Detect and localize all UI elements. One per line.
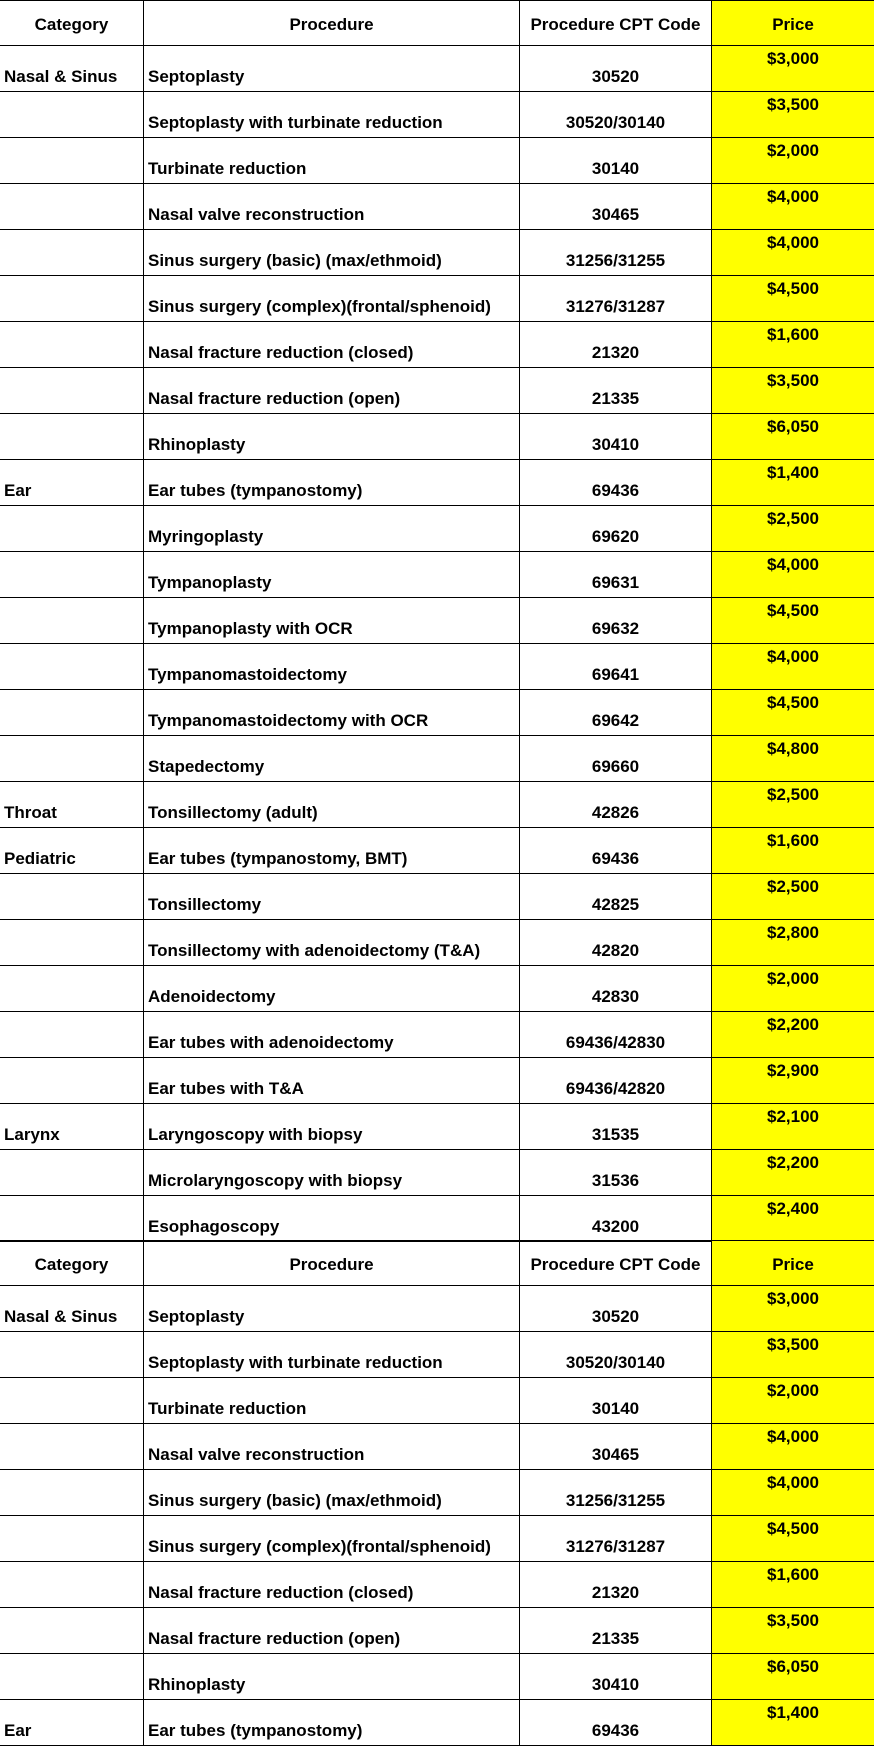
category-cell: Nasal & Sinus: [4, 67, 118, 86]
header-row: [0, 0, 874, 46]
category-cell: [0, 506, 143, 551]
header-procedure: Procedure: [143, 1241, 519, 1285]
price-cell: $1,600: [711, 828, 874, 873]
procedure-cell: Laryngoscopy with biopsy: [143, 1104, 519, 1149]
category-cell: [0, 1608, 143, 1653]
procedure-cell: Tonsillectomy: [143, 874, 519, 919]
cpt-code-cell: 31256/31255: [519, 1470, 711, 1515]
table-row: [0, 1516, 874, 1562]
table-row: [0, 92, 874, 138]
procedure-cell: Sinus surgery (complex)(frontal/sphenoid): [143, 276, 519, 321]
procedure-cell: Microlaryngoscopy with biopsy: [143, 1150, 519, 1195]
category-cell: [0, 92, 143, 137]
procedure-cell: Ear tubes (tympanostomy): [143, 1700, 519, 1745]
cpt-code-cell: 69642: [519, 690, 711, 735]
category-cell: [0, 322, 143, 367]
cpt-code-cell: 30410: [519, 1654, 711, 1699]
table-row: [0, 552, 874, 598]
table-row: [0, 1012, 874, 1058]
table-row: [0, 920, 874, 966]
table-row: [0, 828, 874, 874]
price-cell: $2,200: [711, 1150, 874, 1195]
price-cell: $2,800: [711, 920, 874, 965]
category-cell: [0, 1654, 143, 1699]
procedure-cell: Sinus surgery (basic) (max/ethmoid): [143, 1470, 519, 1515]
price-cell: $2,100: [711, 1104, 874, 1149]
price-cell: $4,500: [711, 1516, 874, 1561]
price-cell: $2,900: [711, 1058, 874, 1103]
table-row: [0, 184, 874, 230]
header-category: Category: [34, 1255, 109, 1274]
table-row: [0, 736, 874, 782]
table-row: [0, 966, 874, 1012]
table-row: [0, 1286, 874, 1332]
category-cell: [0, 276, 143, 321]
price-cell: $3,000: [711, 46, 874, 91]
cpt-code-cell: 42830: [519, 966, 711, 1011]
category-cell: [0, 230, 143, 275]
cpt-code-cell: 69436: [519, 460, 711, 505]
header-price: Price: [711, 1241, 874, 1285]
category-cell: Ear: [4, 1721, 32, 1740]
price-cell: $2,500: [711, 506, 874, 551]
cpt-code-cell: 21335: [519, 1608, 711, 1653]
category-cell: Ear: [4, 481, 32, 500]
cpt-code-cell: 31535: [519, 1104, 711, 1149]
cpt-code-cell: 30520: [519, 46, 711, 91]
category-cell: [0, 1150, 143, 1195]
cpt-code-cell: 21320: [519, 1562, 711, 1607]
header-category: Category: [34, 15, 109, 34]
header-cpt-code: Procedure CPT Code: [519, 1241, 711, 1285]
table-row: [0, 230, 874, 276]
table-row: [0, 1104, 874, 1150]
table-row: [0, 1196, 874, 1242]
procedure-cell: Turbinate reduction: [143, 138, 519, 183]
procedure-cell: Myringoplasty: [143, 506, 519, 551]
price-cell: $4,000: [711, 644, 874, 689]
price-cell: $2,500: [711, 874, 874, 919]
price-cell: $4,800: [711, 736, 874, 781]
cpt-code-cell: 30520: [519, 1286, 711, 1331]
header-row: [0, 1240, 874, 1286]
category-cell: [0, 1470, 143, 1515]
table-row: [0, 1378, 874, 1424]
procedure-cell: Tympanomastoidectomy with OCR: [143, 690, 519, 735]
table-row: [0, 46, 874, 92]
price-cell: $4,500: [711, 276, 874, 321]
category-cell: [0, 966, 143, 1011]
procedure-cell: Ear tubes with adenoidectomy: [143, 1012, 519, 1057]
price-cell: $1,600: [711, 322, 874, 367]
price-cell: $1,400: [711, 1700, 874, 1745]
price-cell: $3,500: [711, 1608, 874, 1653]
table-row: [0, 644, 874, 690]
procedure-cell: Nasal fracture reduction (open): [143, 368, 519, 413]
cpt-code-cell: 69436/42820: [519, 1058, 711, 1103]
table-row: [0, 460, 874, 506]
cpt-code-cell: 42825: [519, 874, 711, 919]
procedure-cell: Rhinoplasty: [143, 1654, 519, 1699]
header-procedure: Procedure: [143, 1, 519, 45]
table-row: [0, 1608, 874, 1654]
price-cell: $3,500: [711, 92, 874, 137]
procedure-cell: Tonsillectomy (adult): [143, 782, 519, 827]
procedure-cell: Septoplasty: [143, 1286, 519, 1331]
table-row: [0, 506, 874, 552]
price-cell: $4,500: [711, 598, 874, 643]
price-cell: $2,000: [711, 1378, 874, 1423]
cpt-code-cell: 69660: [519, 736, 711, 781]
cpt-code-cell: 31536: [519, 1150, 711, 1195]
procedure-cell: Nasal valve reconstruction: [143, 184, 519, 229]
table-row: [0, 1654, 874, 1700]
category-cell: [0, 644, 143, 689]
procedure-cell: Ear tubes (tympanostomy, BMT): [143, 828, 519, 873]
price-cell: $1,400: [711, 460, 874, 505]
cpt-code-cell: 69436: [519, 828, 711, 873]
category-cell: [0, 1516, 143, 1561]
cpt-code-cell: 69436/42830: [519, 1012, 711, 1057]
category-cell: Throat: [4, 803, 57, 822]
cpt-code-cell: 43200: [519, 1196, 711, 1241]
cpt-code-cell: 30520/30140: [519, 1332, 711, 1377]
procedure-cell: Nasal valve reconstruction: [143, 1424, 519, 1469]
procedure-cell: Adenoidectomy: [143, 966, 519, 1011]
price-cell: $6,050: [711, 414, 874, 459]
category-cell: [0, 1058, 143, 1103]
price-cell: $4,500: [711, 690, 874, 735]
cpt-code-cell: 30465: [519, 1424, 711, 1469]
procedure-cell: Ear tubes with T&A: [143, 1058, 519, 1103]
procedure-cell: Tympanomastoidectomy: [143, 644, 519, 689]
procedure-cell: Nasal fracture reduction (closed): [143, 322, 519, 367]
category-cell: [0, 690, 143, 735]
cpt-code-cell: 69631: [519, 552, 711, 597]
category-cell: [0, 414, 143, 459]
category-cell: [0, 552, 143, 597]
procedure-cell: Turbinate reduction: [143, 1378, 519, 1423]
table-row: [0, 414, 874, 460]
cpt-code-cell: 69436: [519, 1700, 711, 1745]
price-cell: $6,050: [711, 1654, 874, 1699]
category-cell: [0, 1012, 143, 1057]
category-cell: [0, 598, 143, 643]
cpt-code-cell: 42820: [519, 920, 711, 965]
header-price: Price: [711, 1, 874, 45]
table-row: [0, 598, 874, 644]
procedure-cell: Rhinoplasty: [143, 414, 519, 459]
category-cell: [0, 1332, 143, 1377]
price-cell: $2,000: [711, 138, 874, 183]
procedure-cell: Tympanoplasty: [143, 552, 519, 597]
table-row: [0, 874, 874, 920]
table-row: [0, 276, 874, 322]
table-row: [0, 690, 874, 736]
cpt-code-cell: 30465: [519, 184, 711, 229]
table-row: [0, 1562, 874, 1608]
procedure-cell: Ear tubes (tympanostomy): [143, 460, 519, 505]
category-cell: [0, 1378, 143, 1423]
category-cell: [0, 736, 143, 781]
table-row: [0, 138, 874, 184]
category-cell: Pediatric: [4, 849, 76, 868]
category-cell: [0, 1562, 143, 1607]
table-row: [0, 1058, 874, 1104]
category-cell: [0, 920, 143, 965]
price-cell: $1,600: [711, 1562, 874, 1607]
category-cell: [0, 1424, 143, 1469]
cpt-code-cell: 30520/30140: [519, 92, 711, 137]
price-cell: $4,000: [711, 1424, 874, 1469]
procedure-cell: Septoplasty: [143, 46, 519, 91]
procedure-cell: Tympanoplasty with OCR: [143, 598, 519, 643]
procedure-cell: Esophagoscopy: [143, 1196, 519, 1241]
procedure-cell: Stapedectomy: [143, 736, 519, 781]
category-cell: [0, 138, 143, 183]
cpt-code-cell: 42826: [519, 782, 711, 827]
table-row: [0, 1150, 874, 1196]
cpt-code-cell: 31276/31287: [519, 1516, 711, 1561]
table-row: [0, 322, 874, 368]
category-cell: [0, 874, 143, 919]
procedure-cell: Nasal fracture reduction (closed): [143, 1562, 519, 1607]
cpt-code-cell: 30140: [519, 138, 711, 183]
category-cell: Nasal & Sinus: [4, 1307, 118, 1326]
cpt-code-cell: 31276/31287: [519, 276, 711, 321]
price-cell: $4,000: [711, 1470, 874, 1515]
header-cpt-code: Procedure CPT Code: [519, 1, 711, 45]
category-cell: [0, 184, 143, 229]
table-row: [0, 782, 874, 828]
price-cell: $3,500: [711, 368, 874, 413]
category-cell: Larynx: [4, 1125, 60, 1144]
procedure-cell: Nasal fracture reduction (open): [143, 1608, 519, 1653]
cpt-code-cell: 31256/31255: [519, 230, 711, 275]
table-row: [0, 1470, 874, 1516]
cpt-code-cell: 21335: [519, 368, 711, 413]
table-row: [0, 1424, 874, 1470]
table-row: [0, 1332, 874, 1378]
cpt-code-cell: 69620: [519, 506, 711, 551]
cpt-code-cell: 30410: [519, 414, 711, 459]
procedure-cell: Septoplasty with turbinate reduction: [143, 92, 519, 137]
category-cell: [0, 1196, 143, 1241]
category-cell: [0, 368, 143, 413]
price-cell: $4,000: [711, 230, 874, 275]
price-cell: $3,000: [711, 1286, 874, 1331]
price-cell: $4,000: [711, 184, 874, 229]
procedure-cell: Septoplasty with turbinate reduction: [143, 1332, 519, 1377]
cpt-code-cell: 69641: [519, 644, 711, 689]
price-cell: $2,500: [711, 782, 874, 827]
table-row: [0, 368, 874, 414]
price-cell: $2,200: [711, 1012, 874, 1057]
price-cell: $3,500: [711, 1332, 874, 1377]
price-cell: $2,000: [711, 966, 874, 1011]
cpt-code-cell: 21320: [519, 322, 711, 367]
cpt-code-cell: 30140: [519, 1378, 711, 1423]
price-cell: $2,400: [711, 1196, 874, 1241]
table-row: [0, 1700, 874, 1746]
procedure-cell: Tonsillectomy with adenoidectomy (T&A): [143, 920, 519, 965]
cpt-code-cell: 69632: [519, 598, 711, 643]
procedure-cell: Sinus surgery (complex)(frontal/sphenoid): [143, 1516, 519, 1561]
price-cell: $4,000: [711, 552, 874, 597]
procedure-cell: Sinus surgery (basic) (max/ethmoid): [143, 230, 519, 275]
